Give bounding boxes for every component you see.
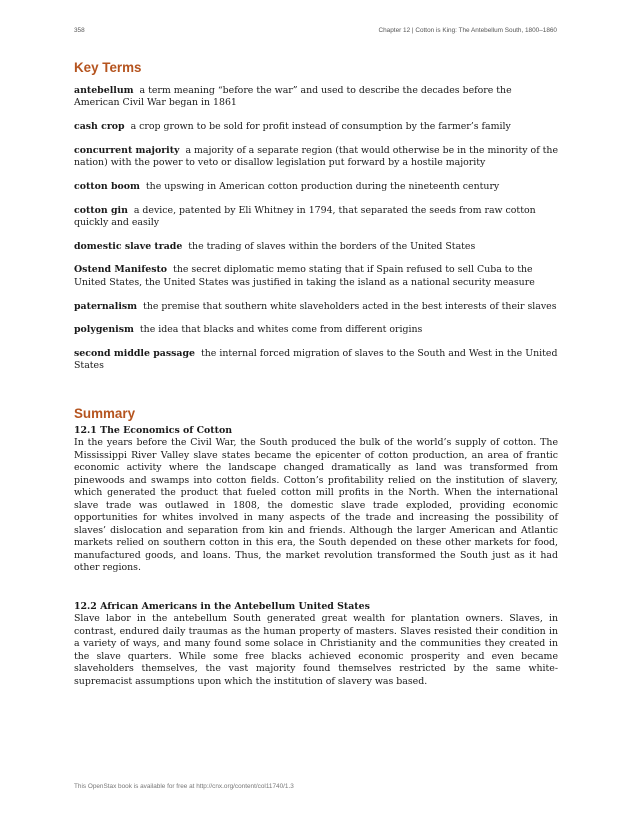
term-word: domestic slave trade bbox=[74, 240, 183, 252]
term-definition: the premise that southern white slaveholders acted in the best interests of their slaves bbox=[143, 300, 557, 312]
term-definition: a majority of a separate region (that would otherwise be in the minority of the nation) with the power to veto or disallow legislation put forward by a hostile majority bbox=[74, 144, 558, 169]
term-entry bbox=[74, 348, 558, 373]
term-definition: the secret diplomatic memo stating that if Spain refused to sell Cuba to the United States, the United States was justified in taking the island as a national security measure bbox=[74, 264, 535, 288]
term-word: cotton gin bbox=[74, 204, 128, 216]
term-entry bbox=[74, 264, 558, 289]
key-terms-title: Key Terms bbox=[74, 60, 142, 75]
term-definition: the trading of slaves within the borders of the United States bbox=[188, 240, 476, 252]
term-definition: a crop grown to be sold for profit instead of consumption by the farmer’s family bbox=[130, 121, 511, 133]
term-word: cotton boom bbox=[74, 180, 140, 192]
page-number: 358 bbox=[74, 27, 85, 34]
term-entry bbox=[74, 241, 558, 253]
summary-section-text: In the years before the Civil War, the South produced the bulk of the world’s supply of cotton. The Mississippi River Valley slave states became the epicenter of cotton production, an area of frantic economic activity where the landscape changed dramatically as land was transformed from pinewoods and swamps into cotton fields. Cotton’s profitability relied on the institution of slavery, which generated the product that fueled cotton mill profits in the North. When the international slave trade was outlawed in 1808, the domestic slave trade exploded, providing economic opportunities for whites involved in many aspects of the trade and increasing the possibility of slaves’ dislocation and separation from kin and friends. Although the larger American and Atlantic markets relied on southern cotton in this era, the South depended on these other markets for food, manufactured goods, and loans. Thus, the market revolution transformed the South just as it had other regions. bbox=[74, 437, 558, 574]
summary-section-heading: 12.1 The Economics of Cotton bbox=[74, 425, 233, 436]
term-entry bbox=[74, 85, 558, 110]
term-word: second middle passage bbox=[74, 347, 196, 359]
term-word: paternalism bbox=[74, 300, 138, 312]
term-definition: the upswing in American cotton production during the nineteenth century bbox=[145, 180, 500, 192]
term-entry bbox=[74, 145, 558, 170]
summary-title: Summary bbox=[74, 406, 136, 421]
term-entry bbox=[74, 301, 558, 313]
term-word: cash crop bbox=[74, 121, 125, 133]
summary-section bbox=[74, 425, 558, 575]
summary-section-heading: 12.2 African Americans in the Antebellum United States bbox=[74, 601, 370, 612]
term-word: polygenism bbox=[74, 324, 134, 336]
term-entry bbox=[74, 324, 558, 336]
term-word: antebellum bbox=[74, 85, 134, 96]
term-definition: the idea that blacks and whites come from different origins bbox=[139, 324, 423, 336]
term-word: concurrent majority bbox=[74, 144, 180, 156]
footer-note: This OpenStax book is available for free at http://cnx.org/content/col11740/1.3 bbox=[74, 783, 294, 790]
term-word: Ostend Manifesto bbox=[74, 264, 168, 276]
term-definition: a device, patented by Eli Whitney in 1794, that separated the seeds from raw cotton quickly and easily bbox=[74, 204, 536, 229]
term-entry bbox=[74, 181, 558, 193]
summary-section bbox=[74, 601, 558, 688]
chapter-header: Chapter 12 | Cotton is King: The Antebellum South, 1800–1860 bbox=[378, 27, 557, 34]
key-terms-list bbox=[74, 85, 558, 384]
term-entry bbox=[74, 121, 558, 133]
term-definition: the internal forced migration of slaves to the South and West in the United States bbox=[74, 347, 558, 372]
term-definition: a term meaning “before the war” and used to describe the decades before the American Civil War began in 1861 bbox=[74, 85, 512, 109]
summary-section-text: Slave labor in the antebellum South generated great wealth for plantation owners. Slaves, in contrast, endured daily traumas as the human property of masters. Slaves resisted their condition in a variety of ways, and many found some solace in Christianity and the communities they created in the slave quarters. While some free blacks achieved economic prosperity and even became slaveholders themselves, the vast majority found themselves restricted by the same white-supremacist assumptions upon which the institution of slavery was based. bbox=[74, 613, 558, 687]
term-entry bbox=[74, 205, 558, 230]
